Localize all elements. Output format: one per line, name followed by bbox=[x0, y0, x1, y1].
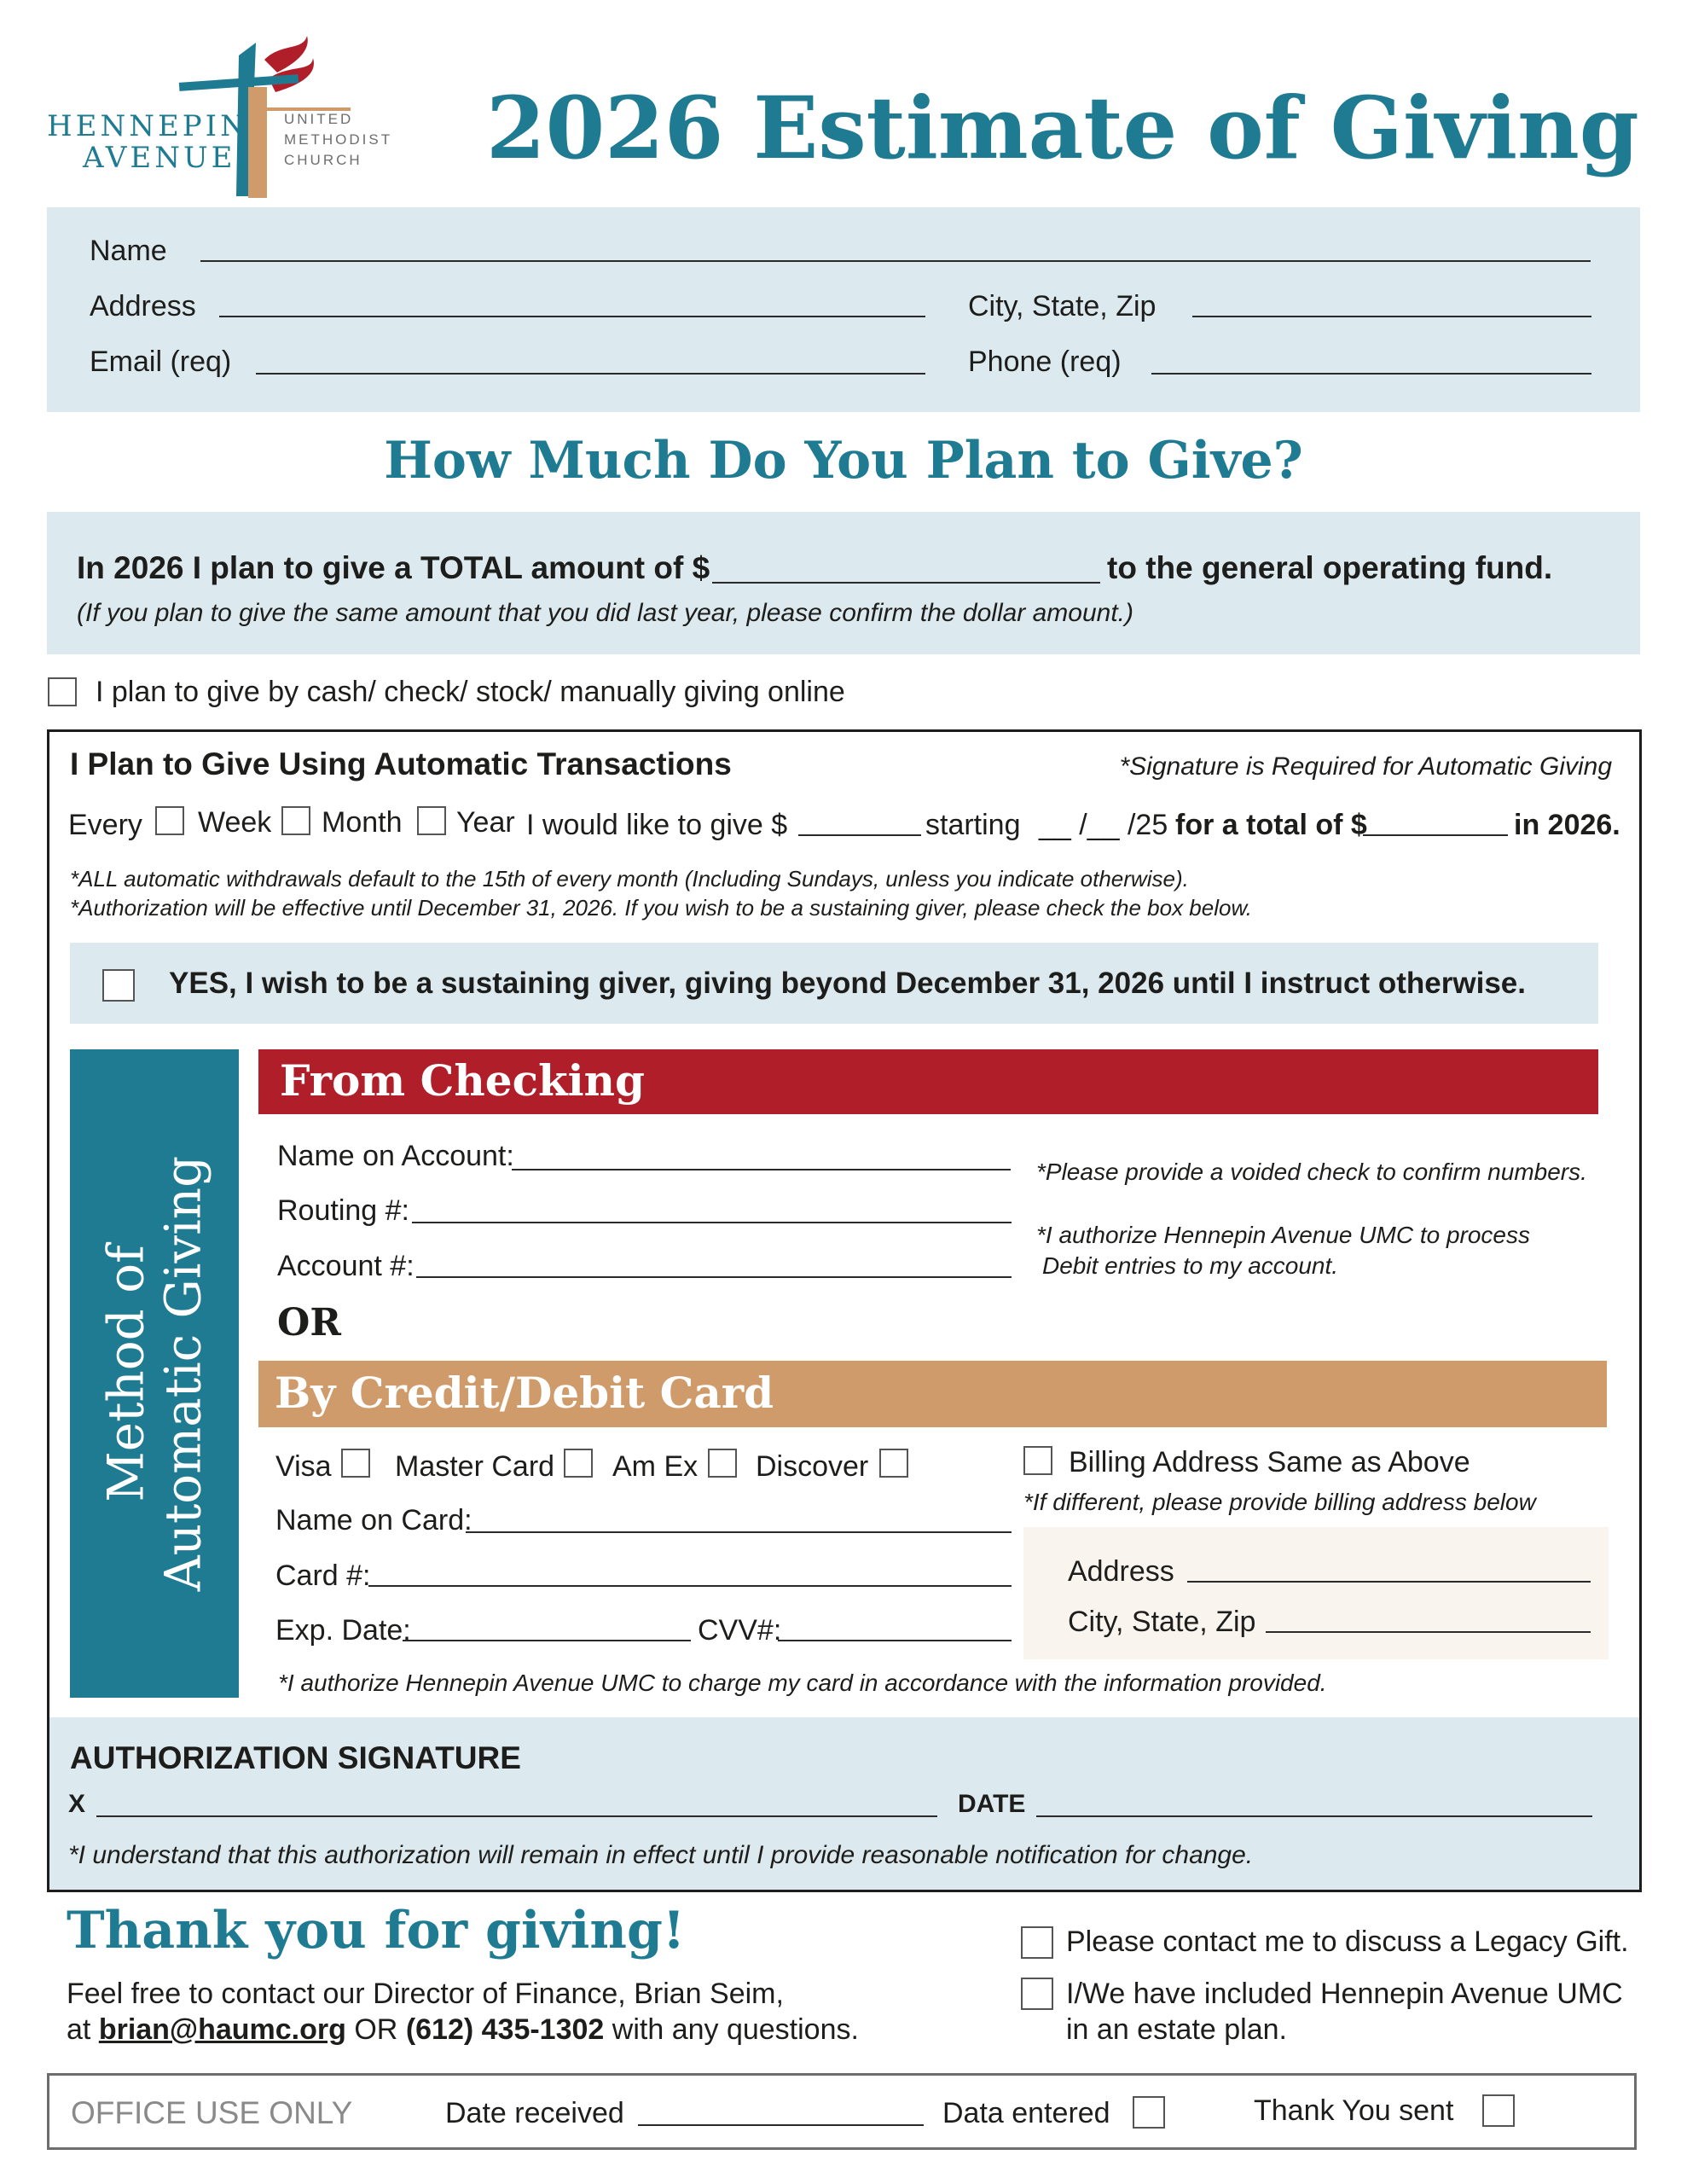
logo-sub-line2: METHODIST bbox=[284, 131, 393, 148]
total-amount-field[interactable] bbox=[712, 582, 1100, 584]
logo-name-line1: HENNEPIN bbox=[47, 109, 249, 143]
manual-giving-label: I plan to give by cash/ check/ stock/ manually giving online bbox=[96, 676, 845, 708]
logo-sub-line1: UNITED bbox=[284, 111, 354, 127]
account-label: Account #: bbox=[277, 1250, 415, 1282]
month-label: Month bbox=[322, 806, 403, 839]
total-note: (If you plan to give the same amount that you did last year, please confirm the dollar amount.) bbox=[77, 599, 1134, 627]
amex-label: Am Ex bbox=[612, 1450, 699, 1483]
estate-plan-checkbox[interactable] bbox=[1021, 1978, 1053, 2010]
in-year-label: in 2026. bbox=[1514, 809, 1620, 841]
billing-address-panel bbox=[1023, 1527, 1609, 1659]
discover-checkbox[interactable] bbox=[879, 1449, 908, 1478]
signature-date-label: DATE bbox=[958, 1790, 1026, 1818]
contact-line2 bbox=[67, 2013, 859, 2047]
signature-required-note: *Signature is Required for Automatic Giving bbox=[1119, 752, 1612, 781]
exp-date-field[interactable] bbox=[403, 1640, 691, 1641]
billing-different-note: *If different, please provide billing address below bbox=[1023, 1489, 1536, 1515]
billing-city-field[interactable] bbox=[1266, 1631, 1591, 1633]
checking-heading: From Checking bbox=[280, 1055, 645, 1106]
data-entered-label: Data entered bbox=[942, 2097, 1110, 2129]
mastercard-label: Master Card bbox=[395, 1450, 555, 1483]
cvv-field[interactable] bbox=[778, 1640, 1012, 1641]
data-entered-checkbox[interactable] bbox=[1133, 2096, 1165, 2129]
amex-checkbox[interactable] bbox=[708, 1449, 737, 1478]
plan-heading: How Much Do You Plan to Give? bbox=[384, 431, 1303, 491]
authorization-note: *Authorization will be effective until December 31, 2026. If you wish to be a sustaining giver, please check the box below. bbox=[70, 895, 1253, 921]
visa-label: Visa bbox=[275, 1450, 332, 1483]
city-state-zip-label: City, State, Zip bbox=[968, 290, 1157, 322]
exp-date-label: Exp. Date: bbox=[275, 1614, 411, 1647]
legacy-gift-checkbox[interactable] bbox=[1021, 1926, 1053, 1959]
name-on-card-field[interactable] bbox=[466, 1531, 1012, 1533]
date-received-label: Date received bbox=[445, 2097, 624, 2129]
routing-label: Routing #: bbox=[277, 1194, 409, 1227]
auto-total-field[interactable] bbox=[1363, 834, 1508, 836]
date-received-field[interactable] bbox=[638, 2124, 924, 2126]
contact-panel bbox=[47, 207, 1640, 412]
discover-label: Discover bbox=[756, 1450, 869, 1483]
billing-same-checkbox[interactable] bbox=[1023, 1446, 1052, 1475]
sustaining-checkbox[interactable] bbox=[102, 969, 135, 1002]
automatic-heading: I Plan to Give Using Automatic Transactions bbox=[70, 746, 732, 781]
signature-x: X bbox=[68, 1790, 86, 1818]
finance-phone: (612) 435-1302 bbox=[405, 2013, 605, 2046]
billing-address-label: Address bbox=[1068, 1555, 1174, 1588]
signature-note: *I understand that this authorization will remain in effect until I provide reasonable notification for change. bbox=[68, 1841, 1254, 1869]
routing-field[interactable] bbox=[412, 1222, 1012, 1223]
email-field[interactable] bbox=[256, 373, 925, 375]
card-heading: By Credit/Debit Card bbox=[275, 1368, 774, 1418]
estate-plan-line2: in an estate plan. bbox=[1066, 2013, 1287, 2046]
starting-label: starting bbox=[925, 809, 1021, 841]
contact-at: at bbox=[67, 2013, 91, 2046]
debit-authorize-line1: *I authorize Hennepin Avenue UMC to process bbox=[1036, 1222, 1530, 1248]
logo-sub-line3: CHURCH bbox=[284, 152, 362, 168]
billing-address-field[interactable] bbox=[1187, 1581, 1591, 1583]
finance-email-link[interactable]: brian@haumc.org bbox=[98, 2013, 346, 2046]
phone-label: Phone (req) bbox=[968, 346, 1122, 378]
start-date-field[interactable]: __ /__ /25 bbox=[1039, 809, 1168, 841]
debit-authorize-line2: Debit entries to my account. bbox=[1042, 1252, 1339, 1279]
legacy-gift-label: Please contact me to discuss a Legacy Gift. bbox=[1066, 1926, 1629, 1958]
card-number-label: Card #: bbox=[275, 1560, 371, 1592]
church-logo bbox=[47, 26, 405, 205]
city-state-zip-field[interactable] bbox=[1192, 316, 1591, 317]
every-label: Every bbox=[68, 809, 142, 841]
contact-or: OR bbox=[354, 2013, 398, 2046]
address-label: Address bbox=[90, 290, 196, 322]
mastercard-checkbox[interactable] bbox=[564, 1449, 593, 1478]
page-title: 2026 Estimate of Giving bbox=[486, 78, 1639, 178]
thank-you-sent-label: Thank You sent bbox=[1254, 2094, 1454, 2127]
account-field[interactable] bbox=[416, 1276, 1012, 1278]
withdrawal-note: *ALL automatic withdrawals default to the 15th of every month (Including Sundays, unless you indicate otherwise). bbox=[70, 866, 1189, 892]
or-divider: OR bbox=[277, 1301, 341, 1345]
thank-you-sent-checkbox[interactable] bbox=[1482, 2094, 1515, 2127]
total-text-before: In 2026 I plan to give a TOTAL amount of $ bbox=[77, 550, 710, 585]
voided-check-note: *Please provide a voided check to confirm numbers. bbox=[1036, 1159, 1587, 1185]
name-on-account-label: Name on Account: bbox=[277, 1140, 514, 1172]
contact-line1: Feel free to contact our Director of Finance, Brian Seim, bbox=[67, 1978, 784, 2010]
card-authorize-note: *I authorize Hennepin Avenue UMC to charge my card in accordance with the information provided. bbox=[278, 1670, 1327, 1696]
week-label: Week bbox=[198, 806, 272, 839]
billing-city-label: City, State, Zip bbox=[1068, 1606, 1256, 1638]
thank-you-heading: Thank you for giving! bbox=[67, 1901, 686, 1960]
card-number-field[interactable] bbox=[368, 1585, 1012, 1587]
logo-name-line2: AVENUE bbox=[83, 141, 236, 175]
name-label: Name bbox=[90, 235, 167, 267]
cvv-label: CVV#: bbox=[698, 1614, 782, 1647]
method-side-title bbox=[97, 1066, 211, 1681]
contact-tail: with any questions. bbox=[612, 2013, 859, 2046]
name-on-card-label: Name on Card: bbox=[275, 1504, 472, 1536]
email-label: Email (req) bbox=[90, 346, 232, 378]
year-checkbox[interactable] bbox=[417, 806, 446, 835]
total-of-label: for a total of $ bbox=[1175, 809, 1367, 841]
week-checkbox[interactable] bbox=[155, 806, 184, 835]
sustaining-label: YES, I wish to be a sustaining giver, giving beyond December 31, 2026 until I instruct otherwise. bbox=[169, 967, 1526, 1000]
billing-same-label: Billing Address Same as Above bbox=[1069, 1446, 1470, 1478]
estate-plan-line1: I/We have included Hennepin Avenue UMC bbox=[1066, 1978, 1623, 2010]
method-side-line2: Automatic Giving bbox=[154, 1155, 212, 1592]
name-field[interactable] bbox=[200, 260, 1591, 262]
month-checkbox[interactable] bbox=[281, 806, 310, 835]
give-amount-field[interactable] bbox=[798, 834, 921, 836]
name-on-account-field[interactable] bbox=[512, 1169, 1011, 1170]
signature-heading: AUTHORIZATION SIGNATURE bbox=[70, 1740, 521, 1775]
phone-field[interactable] bbox=[1151, 373, 1591, 375]
year-label: Year bbox=[456, 806, 515, 839]
signature-date-field[interactable] bbox=[1036, 1815, 1592, 1817]
signature-field[interactable] bbox=[96, 1815, 937, 1817]
visa-checkbox[interactable] bbox=[341, 1449, 370, 1478]
office-use-label: OFFICE USE ONLY bbox=[71, 2095, 353, 2130]
method-side-line1: Method of bbox=[96, 1245, 155, 1502]
give-amount-label: I would like to give $ bbox=[526, 809, 788, 841]
manual-giving-checkbox[interactable] bbox=[48, 677, 77, 706]
address-field[interactable] bbox=[219, 316, 925, 317]
total-text-after: to the general operating fund. bbox=[1107, 550, 1553, 585]
